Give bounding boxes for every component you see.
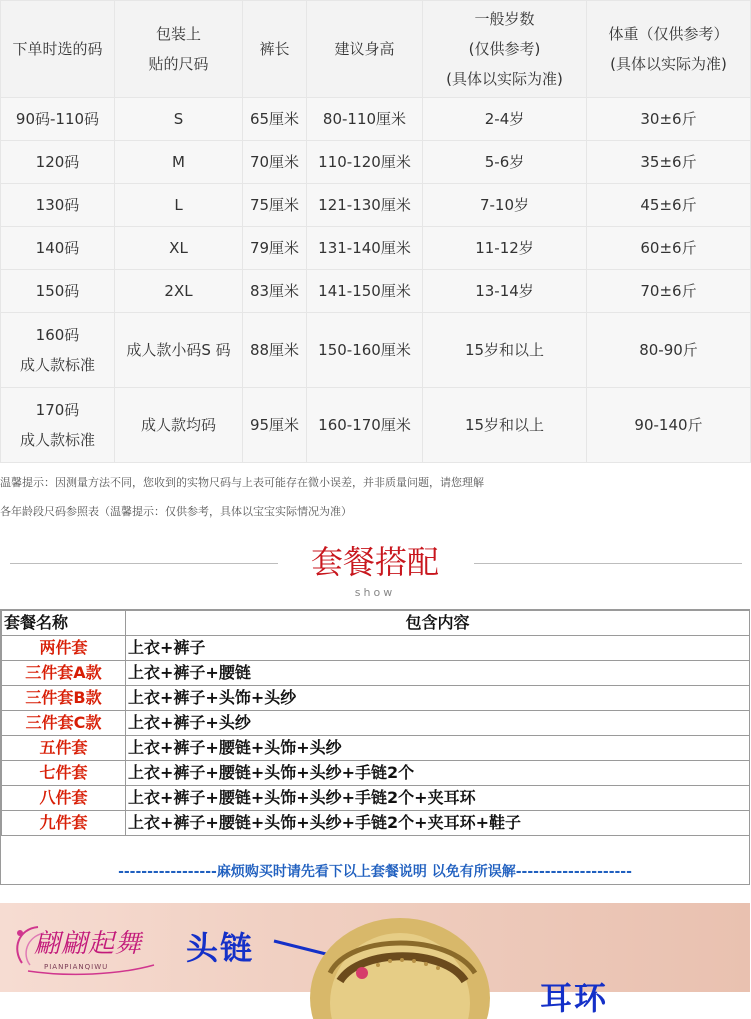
measurement-note: 温馨提示：因测量方法不同，您收到的实物尺码与上表可能存在微小误差，并非质量问题，请您理解 [0,476,484,489]
age-cell: 5-6岁 [423,141,587,184]
pants-length-cell: 88厘米 [243,313,307,388]
label-size-cell: S [115,98,243,141]
package-contents: 上衣+裤子+腰链+头饰+头纱+手链2个+夹耳环 [126,786,750,811]
weight-cell: 45±6斤 [587,184,751,227]
pants-length-cell: 70厘米 [243,141,307,184]
height-cell: 121-130厘米 [307,184,423,227]
package-row [2,761,750,786]
weight-cell: 30±6斤 [587,98,751,141]
size-chart-table [0,0,751,463]
head-chain-label: 头链 [186,929,255,967]
package-name: 八件套 [2,786,126,811]
age-cell: 15岁和以上 [423,313,587,388]
package-row [2,711,750,736]
size-table-header-row [1,1,751,98]
header-weight: 体重（仅供参考） (具体以实际为准) [587,1,751,98]
order-size-cell: 150码 [1,270,115,313]
weight-cell: 35±6斤 [587,141,751,184]
height-cell: 160-170厘米 [307,388,423,463]
age-cell: 11-12岁 [423,227,587,270]
header-package-contents: 包含内容 [126,611,750,636]
package-row [2,736,750,761]
weight-cell: 90-140斤 [587,388,751,463]
order-size-cell: 140码 [1,227,115,270]
height-cell: 141-150厘米 [307,270,423,313]
size-row [1,388,751,463]
age-cell: 15岁和以上 [423,388,587,463]
header-height: 建议身高 [307,1,423,98]
package-notice [1,862,749,882]
package-name: 九件套 [2,811,126,836]
height-cell: 150-160厘米 [307,313,423,388]
package-name: 五件套 [2,736,126,761]
weight-cell: 70±6斤 [587,270,751,313]
weight-cell: 60±6斤 [587,227,751,270]
package-contents: 上衣+裤子 [126,636,750,661]
size-row [1,313,751,388]
package-name: 两件套 [2,636,126,661]
package-contents: 上衣+裤子+头饰+头纱 [126,686,750,711]
package-row [2,636,750,661]
label-size-cell: M [115,141,243,184]
package-row [2,786,750,811]
height-cell: 110-120厘米 [307,141,423,184]
model-photo-icon [300,903,500,992]
size-row [1,98,751,141]
section-subtitle: show [354,586,396,599]
header-label-size: 包装上 贴的尺码 [115,1,243,98]
size-row [1,227,751,270]
order-size-cell: 90码-110码 [1,98,115,141]
order-size-cell: 130码 [1,184,115,227]
size-row [1,270,751,313]
header-package-name: 套餐名称 [2,611,126,636]
order-size-cell: 120码 [1,141,115,184]
package-table-container [0,609,750,885]
header-age: 一般岁数 (仅供参考) (具体以实际为准) [423,1,587,98]
package-name: 三件套C款 [2,711,126,736]
size-row [1,184,751,227]
label-size-cell: L [115,184,243,227]
height-cell: 80-110厘米 [307,98,423,141]
section-title: 套餐搭配 [310,543,439,581]
title-divider-right [474,563,742,564]
product-banner [0,903,750,1017]
pants-length-cell: 65厘米 [243,98,307,141]
package-contents: 上衣+裤子+腰链 [126,661,750,686]
brand-name: 翩翩起舞 [34,929,143,959]
age-cell: 13-14岁 [423,270,587,313]
order-size-cell: 160码 成人款标准 [1,313,115,388]
notice-dashes-left: ----------------- [118,864,217,880]
title-divider-left [10,563,278,564]
pants-length-cell: 95厘米 [243,388,307,463]
label-size-cell: 成人款均码 [115,388,243,463]
package-name: 七件套 [2,761,126,786]
package-name: 三件套B款 [2,686,126,711]
weight-cell: 80-90斤 [587,313,751,388]
package-contents: 上衣+裤子+头纱 [126,711,750,736]
package-row [2,811,750,836]
label-size-cell: 2XL [115,270,243,313]
package-contents: 上衣+裤子+腰链+头饰+头纱+手链2个+夹耳环+鞋子 [126,811,750,836]
height-cell: 131-140厘米 [307,227,423,270]
package-header-row [2,611,750,636]
notice-dashes-right: -------------------- [515,864,632,880]
age-cell: 2-4岁 [423,98,587,141]
size-row [1,141,751,184]
package-contents: 上衣+裤子+腰链+头饰+头纱+手链2个 [126,761,750,786]
earring-label: 耳环 [540,979,609,1017]
pants-length-cell: 79厘米 [243,227,307,270]
package-row [2,661,750,686]
package-name: 三件套A款 [2,661,126,686]
pants-length-cell: 75厘米 [243,184,307,227]
header-pants-length: 裤长 [243,1,307,98]
label-size-cell: XL [115,227,243,270]
label-size-cell: 成人款小码S 码 [115,313,243,388]
size-reference-note: 各年龄段尺码参照表（温馨提示：仅供参考，具体以宝宝实际情况为准） [0,505,352,518]
age-cell: 7-10岁 [423,184,587,227]
package-row [2,686,750,711]
pants-length-cell: 83厘米 [243,270,307,313]
notice-text: 麻烦购买时请先看下以上套餐说明 以免有所误解 [216,864,516,880]
header-order-size: 下单时选的码 [1,1,115,98]
package-table [1,610,750,836]
brand-pinyin: PIANPIANQIWU [44,963,109,971]
order-size-cell: 170码 成人款标准 [1,388,115,463]
package-contents: 上衣+裤子+腰链+头饰+头纱 [126,736,750,761]
